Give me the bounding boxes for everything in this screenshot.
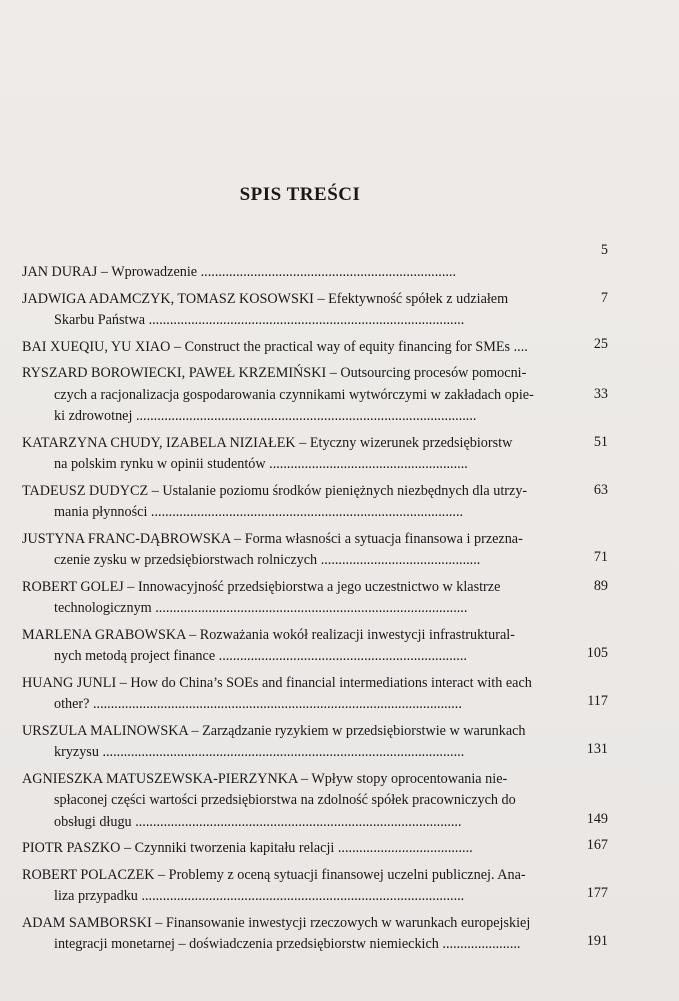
toc-entry (22, 289, 608, 332)
toc-page-number: 177 (586, 885, 608, 901)
toc-entry-text (22, 529, 570, 572)
toc-page-number: 167 (586, 837, 608, 853)
toc-entry-line: czych a racjonalizacja gospodarowania czynnikami wytwórczymi w zakładach opie- (54, 386, 534, 403)
toc-entry-line: nych metodą project finance ...................................................................... (54, 648, 467, 664)
toc-page-number: 5 (600, 242, 608, 258)
toc-entry-text (22, 721, 570, 764)
toc-entry-text (22, 363, 570, 428)
toc-entry-text (22, 865, 570, 908)
toc-entry-line: mania płynności ........................................................................................ (54, 504, 464, 520)
toc-page-number: 7 (600, 290, 608, 306)
toc-entry (22, 242, 608, 284)
toc-entry-text (22, 769, 570, 834)
toc-entry-line: AGNIESZKA MATUSZEWSKA-PIERZYNKA – Wpływ stopy oprocentowania nie- (22, 770, 508, 787)
toc-entry-line: Skarbu Państwa ......................................................................................... (54, 312, 465, 328)
toc-entry-text (22, 577, 570, 620)
toc-entry-line: kryzysu ...................................................................................................... (54, 744, 465, 760)
toc-page-number: 89 (593, 578, 608, 594)
toc-entry-text (22, 289, 570, 332)
toc-page-number: 105 (586, 645, 608, 661)
toc-page-number: 51 (593, 434, 608, 450)
toc-entry (22, 433, 608, 476)
toc-entry (22, 769, 608, 834)
toc-page-number: 131 (586, 741, 608, 757)
toc-entry-line: ROBERT GOLEJ – Innowacyjność przedsiębiorstwa a jego uczestnictwo w klastrze (22, 578, 501, 595)
toc-entry-line: HUANG JUNLI – How do China’s SOEs and financial intermediations interact with each (22, 674, 532, 691)
toc-entry-line: ki zdrowotnej ................................................................................................ (54, 408, 477, 424)
toc-entry (22, 529, 608, 572)
toc-entry-line: KATARZYNA CHUDY, IZABELA NIZIAŁEK – Etyczny wizerunek przedsiębiorstw (22, 434, 513, 451)
toc-entry-line: other? ........................................................................................................ (54, 696, 462, 712)
toc-page-number: 33 (593, 386, 608, 402)
toc-entry-text (22, 625, 570, 668)
toc-entry-line: BAI XUEQIU, YU XIAO – Construct the practical way of equity financing for SMEs .... (22, 338, 528, 355)
toc-entry-text (22, 262, 570, 284)
toc-entry-line: technologicznym ........................................................................................ (54, 600, 468, 616)
toc-page-number: 63 (593, 482, 608, 498)
toc-entry (22, 577, 608, 620)
toc-entry-line: integracji monetarnej – doświadczenia przedsiębiorstw niemieckich ...................... (54, 936, 521, 952)
toc-entry (22, 337, 608, 359)
toc-entry-line: RYSZARD BOROWIECKI, PAWEŁ KRZEMIŃSKI – Outsourcing procesów pomocni- (22, 365, 527, 381)
toc-entry-line: URSZULA MALINOWSKA – Zarządzanie ryzykiem w przedsiębiorstwie w warunkach (22, 722, 526, 739)
toc-entry (22, 838, 608, 860)
toc-entry (22, 913, 608, 956)
toc-entry (22, 865, 608, 908)
toc-entry-line: spłaconej części wartości przedsiębiorstwa na zdolność spółek pracowniczych do (54, 792, 516, 808)
toc-entry (22, 625, 608, 668)
toc-entry-line: obsługi długu ............................................................................................ (54, 813, 462, 830)
toc-entry (22, 363, 608, 428)
toc-entry-text (22, 337, 570, 359)
toc-entry-line: liza przypadku ........................................................................................... (54, 888, 465, 904)
toc-entry (22, 673, 608, 716)
toc-entry (22, 481, 608, 524)
toc-page-number: 25 (593, 335, 608, 352)
toc-entry-line: JAN DURAJ – Wprowadzenie ........................................................................ (22, 264, 457, 280)
toc-entry-line: MARLENA GRABOWSKA – Rozważania wokół realizacji inwestycji infrastruktural- (22, 626, 515, 643)
toc-page-number: 71 (593, 549, 608, 565)
page-title: SPIS TREŚCI (239, 184, 361, 205)
toc-entry-line: PIOTR PASZKO – Czynniki tworzenia kapitału relacji ...................................... (22, 840, 473, 856)
toc-entry (22, 721, 608, 764)
toc-entry-text (22, 481, 570, 524)
toc-entry-line: czenie zysku w przedsiębiorstwach rolniczych ............................................. (54, 552, 481, 568)
toc-entry-text (22, 838, 570, 860)
toc-page-number: 191 (586, 933, 608, 949)
toc-entry-line: JUSTYNA FRANC-DĄBROWSKA – Forma własności a sytuacja finansowa i przezna- (22, 530, 523, 547)
toc-page-number: 117 (587, 693, 608, 709)
toc-entry-line: ROBERT POLACZEK – Problemy z oceną sytuacji finansowej uczelni publicznej. Ana- (22, 866, 526, 883)
toc-entry-text (22, 913, 570, 956)
toc-page-number: 149 (586, 810, 608, 827)
toc-entry-text (22, 673, 570, 716)
toc-entry-line: ADAM SAMBORSKI – Finansowanie inwestycji rzeczowych w warunkach europejskiej (22, 914, 531, 931)
toc-entry-line: TADEUSZ DUDYCZ – Ustalanie poziomu środków pieniężnych niezbędnych dla utrzy- (22, 482, 528, 499)
toc-entry-text (22, 433, 570, 476)
table-of-contents (22, 242, 608, 961)
toc-entry-line: JADWIGA ADAMCZYK, TOMASZ KOSOWSKI – Efektywność spółek z udziałem (22, 290, 509, 307)
toc-entry-line: na polskim rynku w opinii studentów ........................................................ (54, 456, 468, 472)
